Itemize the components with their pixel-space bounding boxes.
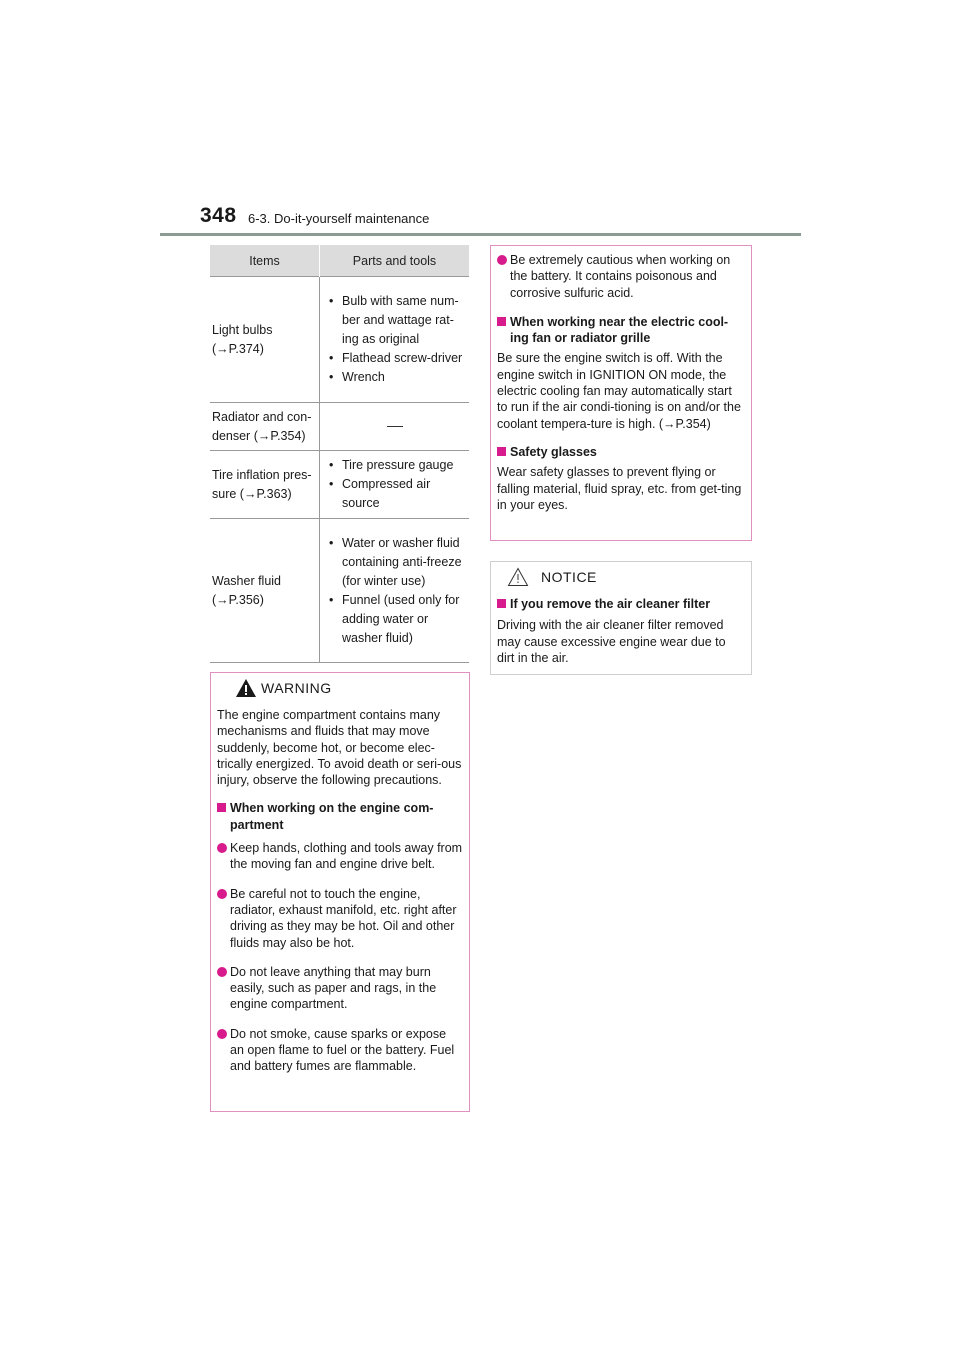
round-bullet-icon	[217, 1029, 227, 1039]
square-bullet-icon	[217, 803, 226, 812]
warning-subheading: When working near the electric cool-ing fan or radiator grille	[497, 314, 745, 347]
tool-item: • Wrench	[324, 368, 465, 387]
item-name: Radiator and con-	[212, 409, 312, 424]
square-bullet-icon	[497, 447, 506, 456]
warning-box	[210, 672, 470, 1112]
notice-box	[490, 561, 752, 675]
column-header-parts-tools: Parts and tools	[320, 245, 470, 277]
column-header-items: Items	[210, 245, 320, 277]
warning-subheading: When working on the engine com-partment	[217, 800, 463, 833]
tool-item: • Bulb with same num-ber and wattage rat-ing as original	[324, 292, 465, 349]
notice-header	[491, 562, 751, 592]
tools-cell	[320, 403, 470, 451]
table-row	[210, 519, 469, 663]
tool-item: • Water or washer fluid containing anti-freeze (for winter use)	[324, 534, 465, 591]
warning-bullet: Do not leave anything that may burn easily, such as paper and rags, in the engine compartment.	[217, 964, 463, 1013]
item-cell	[210, 277, 320, 403]
tools-cell	[320, 451, 470, 519]
item-cell	[210, 403, 320, 451]
tools-cell	[320, 277, 470, 403]
table-row	[210, 277, 469, 403]
notice-text: Driving with the air cleaner filter removed may cause excessive engine wear due to dirt in the air.	[497, 618, 726, 665]
notice-subheading: If you remove the air cleaner filter	[497, 596, 745, 612]
round-bullet-icon	[217, 843, 227, 853]
round-bullet-icon	[217, 889, 227, 899]
tool-item: • Flathead screw-driver	[324, 349, 465, 368]
tool-item: • Compressed air source	[324, 475, 465, 513]
none-dash	[387, 426, 403, 427]
square-bullet-icon	[497, 317, 506, 326]
item-cell	[210, 519, 320, 663]
warning-bullet: Do not smoke, cause sparks or expose an open flame to fuel or the battery. Fuel and battery fumes are flammable.	[217, 1026, 463, 1075]
warning-bullet: Be extremely cautious when working on the battery. It contains poisonous and corrosive sulfuric acid.	[497, 252, 745, 301]
item-name-continued: denser (→P.354)	[212, 428, 306, 443]
table-row	[210, 451, 469, 519]
warning-intro: The engine compartment contains many mechanisms and fluids that may move suddenly, become hot, or become elec-trically energized. To avoid death or seri-ous injury, observe the following precautions.	[217, 708, 462, 788]
item-name: Tire inflation pres-	[212, 467, 312, 482]
tool-item: • Funnel (used only for adding water or washer fluid)	[324, 591, 465, 648]
warning-bullet: Keep hands, clothing and tools away from the moving fan and engine drive belt.	[217, 840, 463, 873]
tools-cell	[320, 519, 470, 663]
warning-subheading: Safety glasses	[497, 444, 745, 460]
table-row	[210, 403, 469, 451]
item-name: Washer fluid	[212, 573, 282, 588]
header-divider	[160, 233, 801, 236]
round-bullet-icon	[497, 255, 507, 265]
warning-title: WARNING	[261, 680, 332, 696]
page-number: 348	[200, 204, 237, 227]
round-bullet-icon	[217, 967, 227, 977]
warning-bullet: Be careful not to touch the engine, radiator, exhaust manifold, etc. right after driving as they may be hot. Oil and other fluids may also be hot.	[217, 886, 463, 951]
page-reference: (→P.356)	[212, 592, 264, 607]
square-bullet-icon	[497, 599, 506, 608]
tool-item: • Tire pressure gauge	[324, 456, 465, 475]
item-name: Light bulbs	[212, 322, 273, 337]
section-title: 6-3. Do-it-yourself maintenance	[248, 211, 430, 226]
caution-triangle-icon	[507, 567, 529, 587]
item-name-continued: sure (→P.363)	[212, 486, 292, 501]
notice-title: NOTICE	[541, 569, 597, 585]
parts-tools-table	[210, 245, 469, 663]
warning-text: Be sure the engine switch is off. With the engine switch in IGNITION ON mode, the electric cooling fan may automatically start to run if the air condi-tioning is on and/or the coolant tempera-ture is high. (→P.354)	[497, 351, 741, 431]
warning-header	[211, 673, 469, 703]
warning-text: Wear safety glasses to prevent flying or falling material, fluid spray, etc. from get-ting in your eyes.	[497, 465, 742, 512]
warning-continued-box	[490, 245, 752, 541]
warning-triangle-icon	[235, 678, 257, 698]
item-cell	[210, 451, 320, 519]
page-reference: (→P.374)	[212, 341, 264, 356]
